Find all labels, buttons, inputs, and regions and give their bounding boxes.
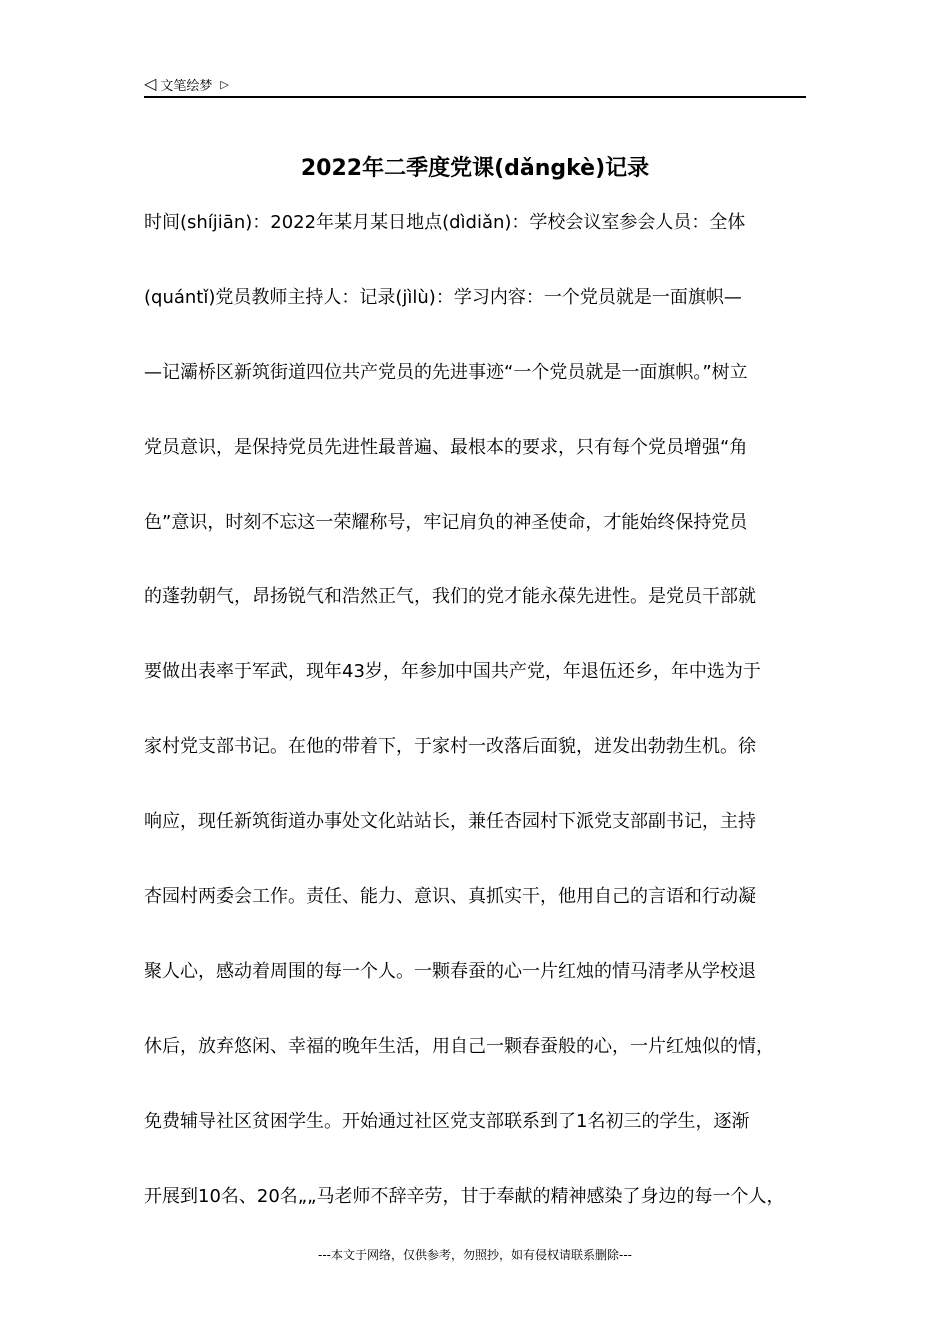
body-line: 要做出表率于军武，现年43岁，年参加中国共产党，年退伍还乡，年中选为于 xyxy=(144,661,761,683)
body-line: 色”意识，时刻不忘这一荣耀称号，牢记肩负的神圣使命，才能始终保持党员 xyxy=(144,511,748,533)
header-brand-row xyxy=(144,72,806,96)
right-triangle-icon: ▷ xyxy=(220,77,229,91)
body-line: 免费辅导社区贫困学生。开始通过社区党支部联系到了1名初三的学生，逐渐 xyxy=(144,1110,750,1132)
document-body xyxy=(144,206,808,1254)
body-line: 杏园村两委会工作。责任、能力、意识、真抓实干，他用自己的言语和行动凝 xyxy=(144,886,756,908)
body-line: 休后，放弃悠闲、幸福的晚年生活，用自己一颗春蚕般的心，一片红烛似的情， xyxy=(144,1035,774,1057)
body-line: 党员意识，是保持党员先进性最普遍、最根本的要求，只有每个党员增强“角 xyxy=(144,436,748,458)
body-line: —记灞桥区新筑街道四位共产党员的先进事迹“一个党员就是一面旗帜。”树立 xyxy=(144,361,748,383)
body-line: 开展到10名、20名„„马老师不辞辛劳，甘于奉献的精神感染了身边的每一个人， xyxy=(144,1185,785,1207)
header-brand-text: 文笔绘梦 xyxy=(160,78,213,94)
document-title: 2022年二季度党课(dǎngkè)记录 xyxy=(300,156,650,181)
body-line: 的蓬勃朝气，昂扬锐气和浩然正气，我们的党才能永葆先进性。是党员干部就 xyxy=(144,586,756,608)
body-line: 响应，现任新筑街道办事处文化站站长，兼任杏园村下派党支部副书记，主持 xyxy=(144,811,756,833)
left-triangle-icon: ◁ xyxy=(144,74,157,93)
body-line: 家村党支部书记。在他的带着下，于家村一改落后面貌，迸发出勃勃生机。徐 xyxy=(144,736,756,758)
body-line: 聚人心，感动着周围的每一个人。一颗春蚕的心一片红烛的情马清孝从学校退 xyxy=(144,960,756,982)
footer-disclaimer: ---本文于网络，仅供参考，勿照抄，如有侵权请联系删除--- xyxy=(318,1248,632,1262)
page-header xyxy=(144,72,806,98)
body-line: 时间(shíjiān)：2022年某月某日地点(dìdiǎn)：学校会议室参会人员：全体 xyxy=(144,212,746,233)
body-line: (quántǐ)党员教师主持人：记录(jìlù)：学习内容：一个党员就是一面旗帜— xyxy=(144,286,742,308)
